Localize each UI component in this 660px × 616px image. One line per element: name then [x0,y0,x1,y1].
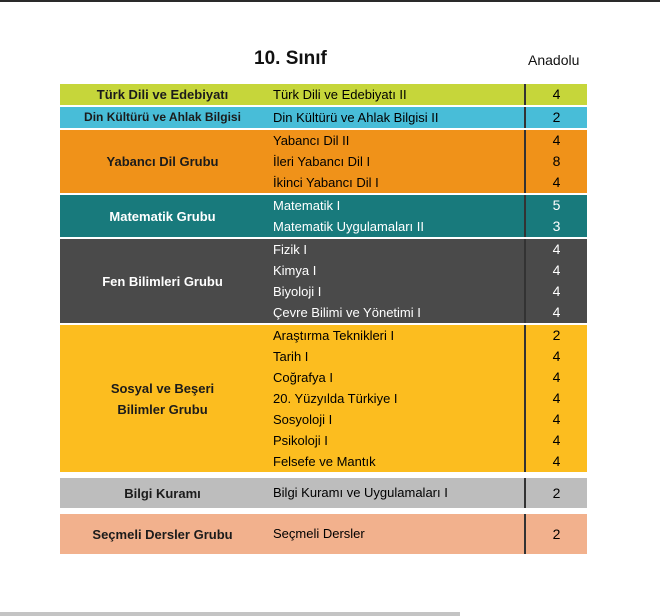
group-name: Din Kültürü ve Ahlak Bilgisi [84,110,241,124]
weekly-hours: 2 [524,107,587,128]
page-title: 10. Sınıf [254,48,327,69]
group-yabanci [60,130,587,193]
weekly-hours: 4 [524,260,587,281]
group-turk [60,84,587,105]
course-name: İkinci Yabancı Dil I [273,175,379,190]
column-header-anadolu: Anadolu [528,52,580,68]
course-name: İleri Yabancı Dil I [273,154,371,169]
course-row [265,451,587,472]
group-bilgi [60,478,587,508]
weekly-hours: 2 [524,514,587,554]
course-row [265,216,587,237]
group-sosyal [60,325,587,472]
course-name: Psikoloji I [273,433,328,448]
group-name: Türk Dili ve Edebiyatı [96,87,229,102]
course-name: Biyoloji I [273,284,322,299]
course-row [265,172,587,193]
course-name: Matematik Uygulamaları II [273,219,424,234]
top-border-line [0,0,660,2]
course-name: Felsefe ve Mantık [273,454,376,469]
weekly-hours: 8 [524,151,587,172]
weekly-hours: 4 [524,451,587,472]
weekly-hours: 4 [524,84,587,105]
group-name: Bilgi Kuramı [124,485,201,501]
course-row [265,130,587,151]
weekly-hours: 2 [524,325,587,346]
course-name: Sosyoloji I [273,412,333,427]
group-din [60,107,587,128]
weekly-hours: 4 [524,409,587,430]
course-row [265,107,587,128]
weekly-hours: 2 [524,478,587,508]
course-row [265,302,587,323]
group-name: Matematik Grubu [109,208,216,224]
weekly-hours: 3 [524,216,587,237]
course-row [265,430,587,451]
weekly-hours: 4 [524,430,587,451]
weekly-hours: 4 [524,346,587,367]
weekly-hours: 4 [524,302,587,323]
weekly-hours: 4 [524,388,587,409]
curriculum-table [60,84,587,554]
course-row [265,478,587,508]
weekly-hours: 4 [524,367,587,388]
course-name: Tarih I [273,349,309,364]
course-row [265,367,587,388]
course-name: Coğrafya I [273,370,333,385]
course-row [265,325,587,346]
group-name: Fen Bilimleri Grubu [102,273,223,289]
course-name: Türk Dili ve Edebiyatı II [273,87,407,102]
course-name: Bilgi Kuramı ve Uygulamaları I [273,485,448,500]
bottom-progress-line [0,612,460,616]
group-name: Seçmeli Dersler Grubu [92,526,233,542]
course-row [265,84,587,105]
weekly-hours: 5 [524,195,587,216]
weekly-hours: 4 [524,130,587,151]
course-row [265,388,587,409]
group-name: Sosyal ve Beşeri Bilimler Grubu [110,380,215,417]
course-name: Yabancı Dil II [273,133,350,148]
course-row [265,151,587,172]
course-row [265,346,587,367]
course-row [265,239,587,260]
weekly-hours: 4 [524,281,587,302]
weekly-hours: 4 [524,239,587,260]
course-row [265,281,587,302]
course-name: 20. Yüzyılda Türkiye I [273,391,398,406]
group-secmeli [60,514,587,554]
course-name: Fizik I [273,242,307,257]
course-name: Kimya I [273,263,317,278]
weekly-hours: 4 [524,172,587,193]
group-mat [60,195,587,237]
course-name: Araştırma Teknikleri I [273,328,395,343]
course-row [265,260,587,281]
group-name: Yabancı Dil Grubu [106,154,219,169]
course-row [265,195,587,216]
course-row [265,514,587,554]
course-row [265,409,587,430]
course-name: Seçmeli Dersler [273,526,365,541]
group-fen [60,239,587,323]
course-name: Çevre Bilimi ve Yönetimi I [273,305,421,320]
course-name: Din Kültürü ve Ahlak Bilgisi II [273,110,439,125]
course-name: Matematik I [273,198,341,213]
